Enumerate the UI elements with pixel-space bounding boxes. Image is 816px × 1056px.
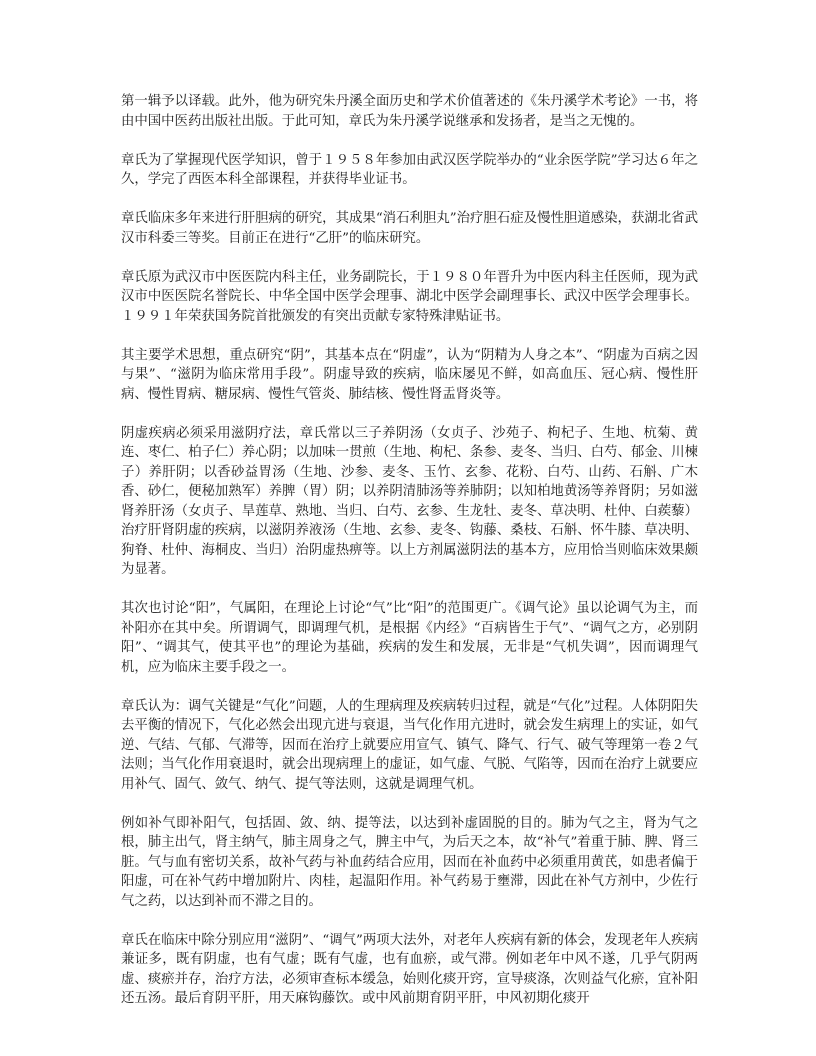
paragraph: 章氏认为：调气关键是“气化”问题，人的生理病理及疾病转归过程，就是“气化”过程。人体阴阳失去平衡的情况下，气化必然会出现亢进与衰退，当气化作用亢进时，就会发生病理上的实证，如气逆、气结、气郁、气滞等，因而在治疗上就要应用宣气、镇气、降气、行气、破气等理第一卷２气法则；当气化作用衰退时，就会出现病理上的虚证，如气虚、气脱、气陷等，因而在治疗上就要应用补气、固气、敛气、纳气、提气等法则，这就是调理气机。 bbox=[121, 698, 698, 792]
paragraph: 章氏为了掌握现代医学知识，曾于１９５８年参加由武汉医学院举办的“业余医学院”学习达６年之久，学完了西医本科全部课程，并获得毕业证书。 bbox=[121, 152, 698, 187]
paragraph: 章氏临床多年来进行肝胆病的研究，其成果“消石利胆丸”治疗胆石症及慢性胆道感染，获湖北省武汉市科委三等奖。目前正在进行“乙肝”的临床研究。 bbox=[121, 211, 698, 246]
paragraph: 阴虚疾病必须采用滋阴疗法，章氏常以三子养阴汤（女贞子、沙苑子、枸杞子、生地、杭菊、黄连、枣仁、柏子仁）养心阴；以加味一贯煎（生地、枸杞、条参、麦冬、当归、白芍、郁金、川楝子）养肝阴；以香砂益胃汤（生地、沙参、麦冬、玉竹、玄参、花粉、白芍、山药、石斛、广木香、砂仁，便秘加熟军）养脾（胃）阴；以养阴清肺汤等养肺阴；以知柏地黄汤等养肾阴；另如滋肾养肝汤（女贞子、旱莲草、熟地、当归、白芍、玄参、生龙牡、麦冬、草决明、杜仲、白蒺藜）治疗肝肾阴虚的疾病，以滋阴养液汤（生地、玄参、麦冬、钩藤、桑枝、石斛、怀牛膝、草决明、狗脊、杜仲、海桐皮、当归）治阴虚热痹等。以上方剂属滋阴法的基本方，应用恰当则临床效果颇为显著。 bbox=[121, 425, 698, 577]
paragraph: 章氏在临床中除分别应用“滋阴”、“调气”两项大法外，对老年人疾病有新的体会，发现老年人疾病兼证多，既有阴虚，也有气虚；既有气虚，也有血瘀，或气滞。例如老年中风不遂，几乎气阴两虚、痰瘀并存，治疗方法，必须审查标本缓急，始则化痰开窍，宣导痰涤，次则益气化瘀，宜补阳还五汤。最后育阴平肝，用天麻钩藤饮。或中风前期育阴平肝，中风初期化痰开 bbox=[121, 932, 698, 1006]
paragraph: 其次也讨论“阳”，气属阳，在理论上讨论“气”比“阳”的范围更广。《调气论》虽以论调气为主，而补阳亦在其中矣。所谓调气，即调理气机，是根据《内经》“百病皆生于气”、“调气之方，必别阴阳”、“调其气，使其平也”的理论为基础，疾病的发生和发展，无非是“气机失调”，因而调理气机，应为临床主要手段之一。 bbox=[121, 601, 698, 675]
paragraph: 第一辑予以译载。此外，他为研究朱丹溪全面历史和学术价值著述的《朱丹溪学术考论》一书，将由中国中医药出版社出版。于此可知，章氏为朱丹溪学说继承和发扬者，是当之无愧的。 bbox=[121, 94, 698, 129]
document-page bbox=[121, 92, 698, 1028]
paragraph: 例如补气即补阳气，包括固、敛、纳、提等法，以达到补虚固脱的目的。肺为气之主，肾为气之根，肺主出气，肾主纳气，肺主周身之气，脾主中气，为后天之本，故“补气”着重于肺、脾、肾三脏。气与血有密切关系，故补气药与补血药结合应用，因而在补血药中必须重用黄芪，如患者偏于阳虚，可在补气药中增加附片、肉桂，起温阳作用。补气药易于壅滞，因此在补气方剂中，少佐行气之药，以达到补而不滞之目的。 bbox=[121, 815, 698, 909]
paragraph: 章氏原为武汉市中医医院内科主任，业务副院长，于１９８０年晋升为中医内科主任医师，现为武汉市中医医院名誉院长、中华全国中医学会理事、湖北中医学会副理事长、武汉中医学会理事长。１９９１年荣获国务院首批颁发的有突出贡献专家特殊津贴证书。 bbox=[121, 269, 698, 324]
paragraph: 其主要学术思想，重点研究“阴”，其基本点在“阴虚”，认为“阴精为人身之本”、“阴虚为百病之因与果”、“滋阴为临床常用手段”。阴虚导致的疾病，临床屡见不鲜，如高血压、冠心病、慢性肝病、慢性胃病、糖尿病、慢性气管炎、肺结核、慢性肾盂肾炎等。 bbox=[121, 347, 698, 402]
